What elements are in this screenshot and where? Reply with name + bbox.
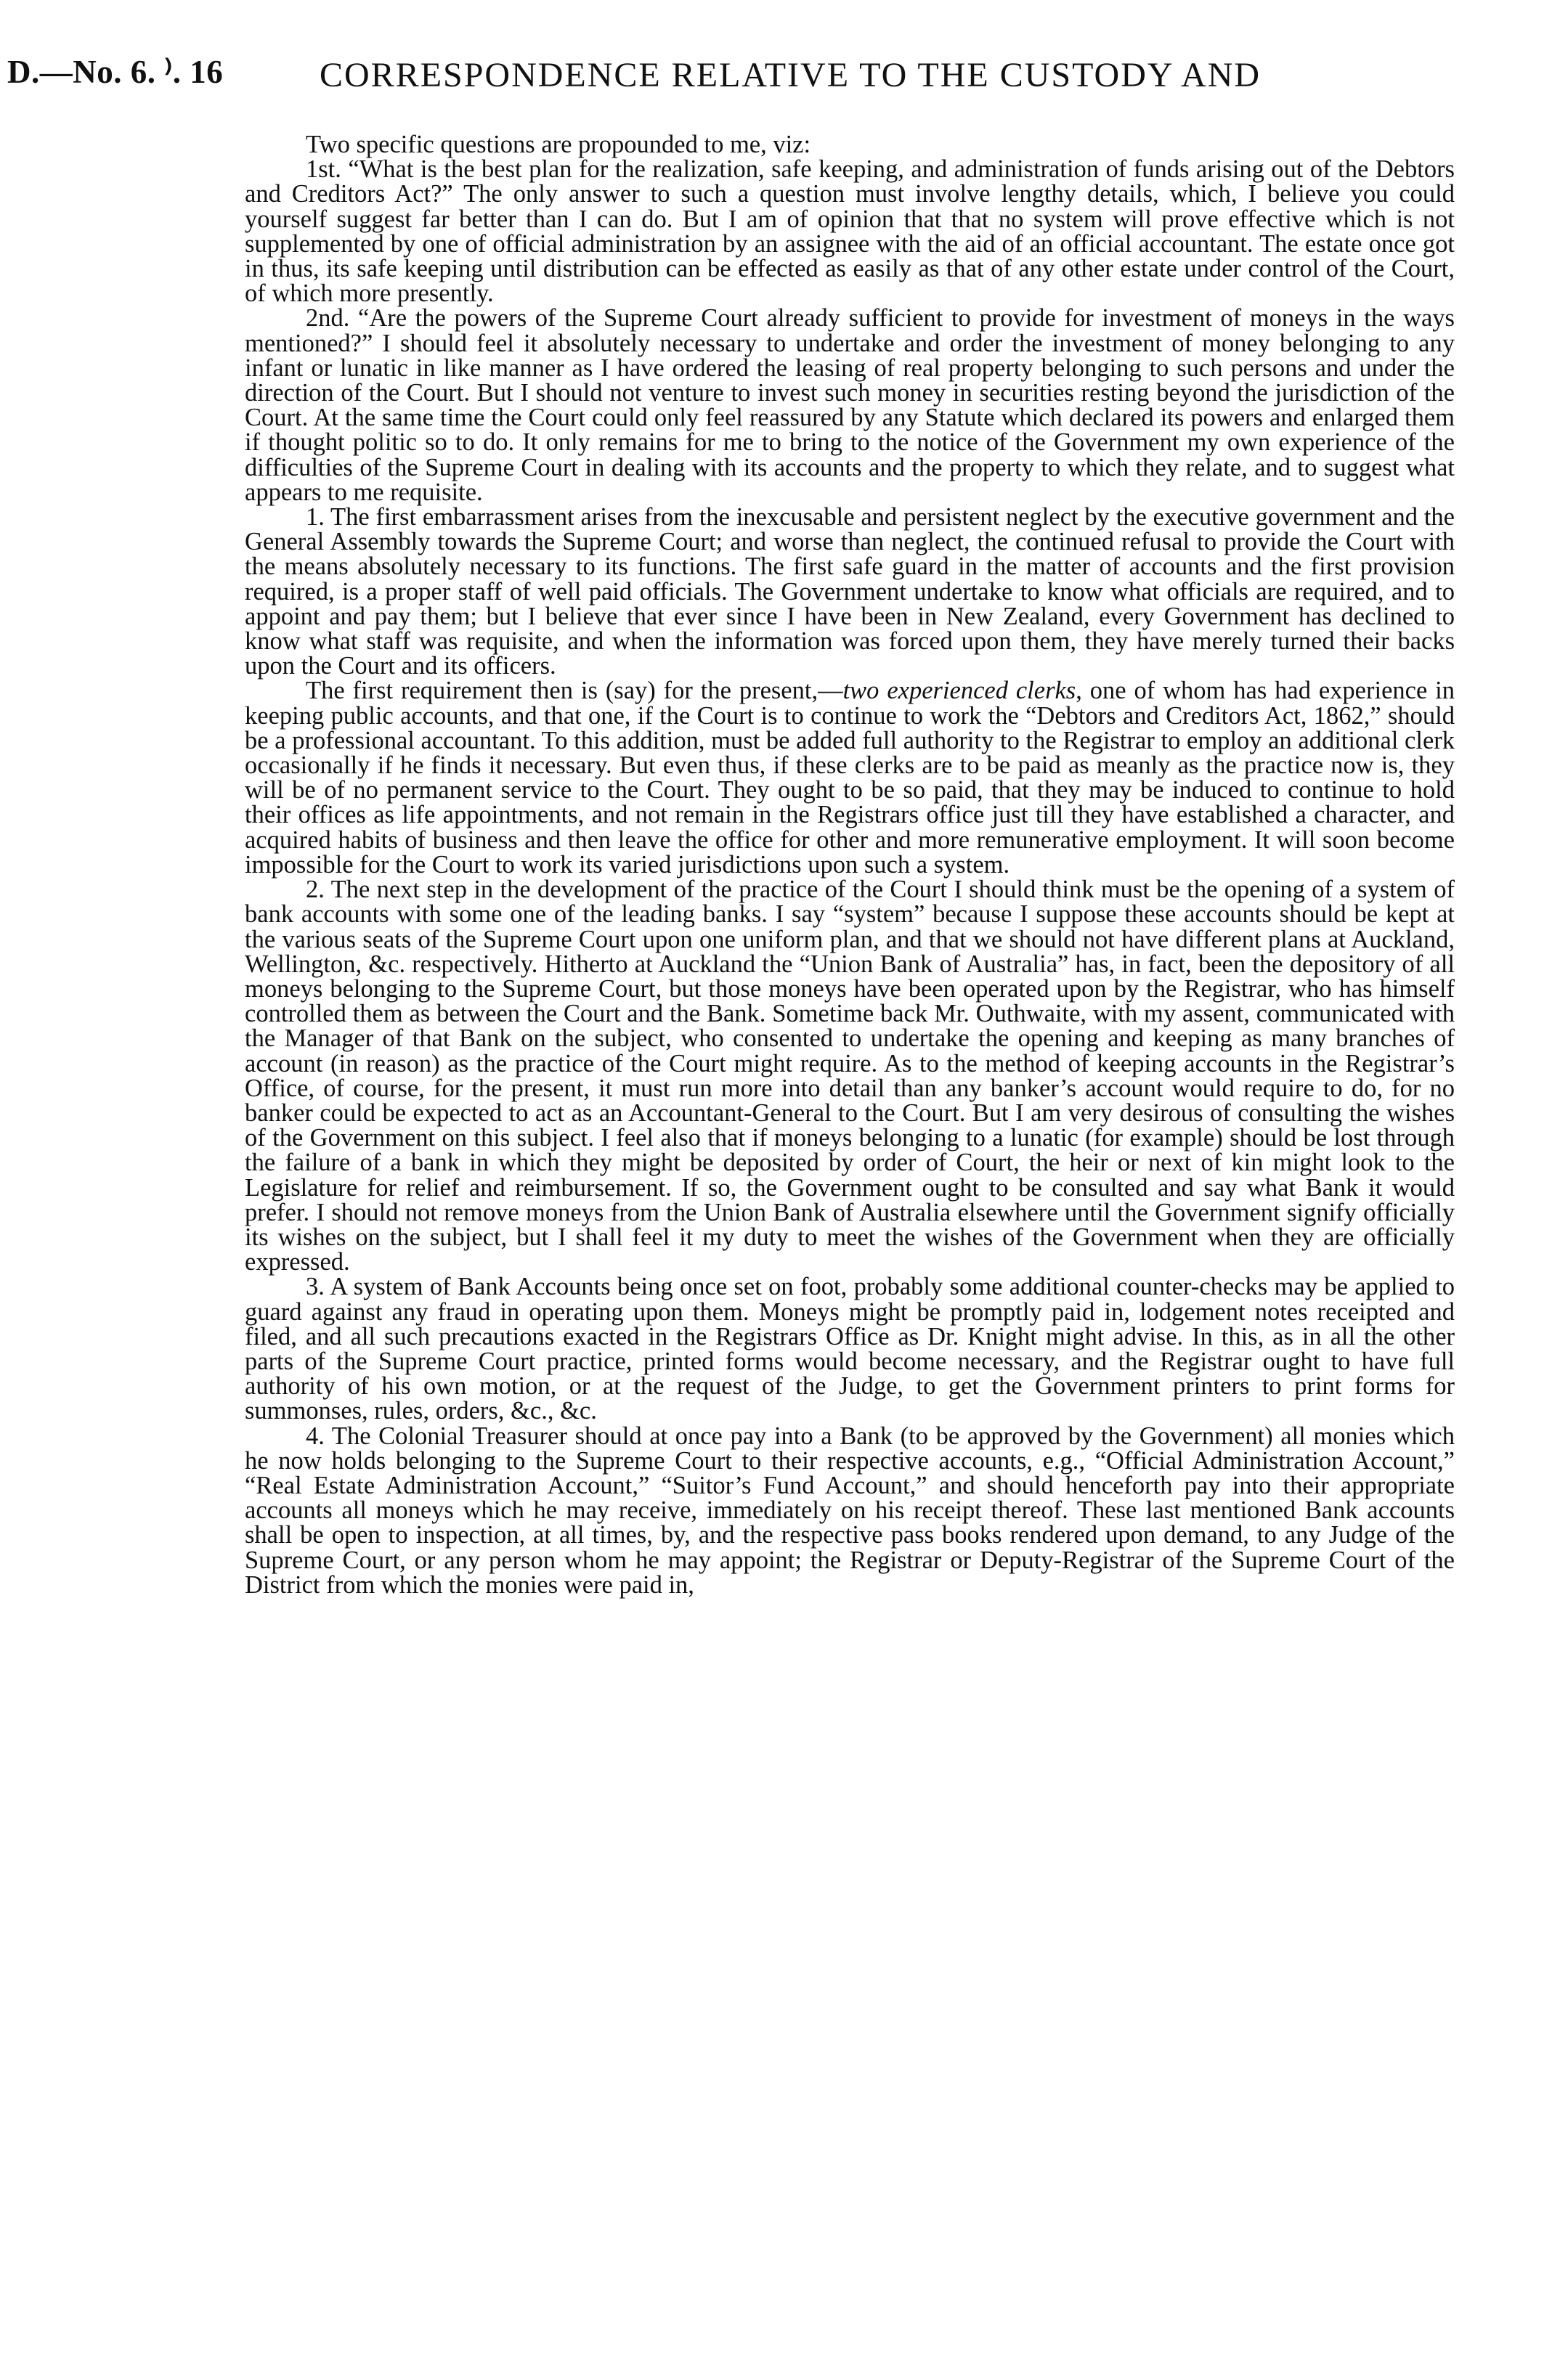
document-reference: D.—No. 6. ⁾. 16 (7, 54, 224, 90)
paragraph-intro: Two specific questions are propounded to me, viz: (306, 131, 811, 158)
document-body (245, 132, 1455, 1597)
paragraph-point-4: 4. The Colonial Treasurer should at once pay into a Bank (to be approved by the Government) all monies which he now holds belonging to the Supreme Court to their respective accounts, e.g., “Official Administration Account,” “Real Estate Administration Account,” “Suitor’s Fund Account,” and should henceforth pay into their appropriate accounts all moneys which he may receive, immediately on his receipt thereof. These last mentioned Bank accounts shall be open to inspection, at all times, by, and the respective pass books rendered upon demand, to any Judge of the Supreme Court, or any person whom he may appoint; the Registrar or Deputy-Registrar of the Supreme Court of the District from which the monies were paid in, (245, 1422, 1455, 1599)
paragraph-point-1: 1. The first embarrassment arises from the inexcusable and persistent neglect by the executive government and the General Assembly towards the Supreme Court; and worse than neglect, the continued refusal to provide the Court with the means absolutely necessary to its functions. The first safe guard in the matter of accounts and the first provision required, is a proper staff of well paid officials. The Government undertake to know what officials are required, and to appoint and pay them; but I believe that ever since I have been in New Zealand, every Government has declined to know what staff was requisite, and when the information was forced upon them, they have merely turned their backs upon the Court and its officers. (245, 503, 1455, 680)
paragraph-first-requirement (245, 678, 1455, 877)
running-title: CORRESPONDENCE RELATIVE TO THE CUSTODY AND (320, 56, 1262, 94)
paragraph-text: The first requirement then is (say) for the present,— (306, 677, 843, 705)
paragraph-question-2: 2nd. “Are the powers of the Supreme Court already sufficient to provide for investment of moneys in the ways mentioned?” I should feel it absolutely necessary to undertake and order the investment of money belonging to any infant or lunatic in like manner as I have ordered the leasing of real property belonging to such persons and under the direction of the Court. But I should not venture to invest such money in securities resting beyond the jurisdiction of the Court. At the same time the Court could only feel reassured by any Statute which declared its powers and enlarged them if thought politic so to do. It only remains for me to bring to the notice of the Government my own experience of the difficulties of the Supreme Court in dealing with its accounts and the property to which they relate, and to suggest what appears to me requisite. (245, 304, 1455, 506)
paragraph-point-3: 3. A system of Bank Accounts being once set on foot, probably some additional counter-checks may be applied to guard against any fraud in operating upon them. Moneys might be promptly paid in, lodgement notes receipted and filed, and all such precautions exacted in the Registrars Office as Dr. Knight might advise. In this, as in all the other parts of the Supreme Court practice, printed forms would become necessary, and the Registrar ought to have full authority of his own motion, or at the request of the Judge, to get the Government printers to print forms for summonses, rules, orders, &c., &c. (245, 1273, 1455, 1425)
page-header (0, 44, 1560, 102)
paragraph-point-2: 2. The next step in the development of the practice of the Court I should think must be the opening of a system of bank accounts with some one of the leading banks. I say “system” because I suppose these accounts should be kept at the various seats of the Supreme Court upon one uniform plan, and that we should not have different plans at Auckland, Wellington, &c. respectively. Hitherto at Auckland the “Union Bank of Australia” has, in fact, been the depository of all moneys belonging to the Supreme Court, but those moneys have been operated upon by the Registrar, who has himself controlled them as between the Court and the Bank. Sometime back Mr. Outhwaite, with my assent, communicated with the Manager of that Bank on the subject, who consented to undertake the opening and keeping as many branches of account (in reason) as the practice of the Court might require. As to the method of keeping accounts in the Registrar’s Office, of course, for the present, it must run more into detail than any banker’s account would require to do, for no banker could be expected to act as an Accountant-General to the Court. But I am very desirous of consulting the wishes of the Government on this subject. I feel also that if moneys belonging to a lunatic (for example) should be lost through the failure of a bank in which they might be deposited by order of Court, the heir or next of kin might look to the Legislature for relief and reimbursement. If so, the Government ought to be consulted and say what Bank it would prefer. I should not remove moneys from the Union Bank of Australia elsewhere until the Government signify officially its wishes on the subject, but I shall feel it my duty to meet the wishes of the Government when they are officially expressed. (245, 876, 1455, 1276)
paragraph-question-1: 1st. “What is the best plan for the realization, safe keeping, and administration of funds arising out of the Debtors and Creditors Act?” The only answer to such a question must involve lengthy details, which, I believe you could yourself suggest far better than I can do. But I am of opinion that that no system will prove effective which is not supplemented by one of official administration by an assignee with the aid of an official accountant. The estate once got in thus, its safe keeping until distribution can be effected as easily as that of any other estate under control of the Court, of which more presently. (245, 155, 1455, 308)
italic-phrase: two experienced clerks (842, 677, 1076, 705)
paragraph-text: , one of whom has had experience in keeping public accounts, and that one, if the Court is to continue to work the “Debtors and Creditors Act, 1862,” should be a professional accountant. To this addition, must be added full authority to the Registrar to employ an additional clerk occasionally if he finds it necessary. But even thus, if these clerks are to be paid as meanly as the practice now is, they will be of no permanent service to the Court. They ought to be so paid, that they may be induced to continue to hold their offices as life appointments, and not remain in the Registrars office just till they have established a character, and acquired habits of business and then leave the office for other and more remunerative employment. It will soon become impossible for the Court to work its varied jurisdictions upon such a system. (245, 677, 1455, 879)
